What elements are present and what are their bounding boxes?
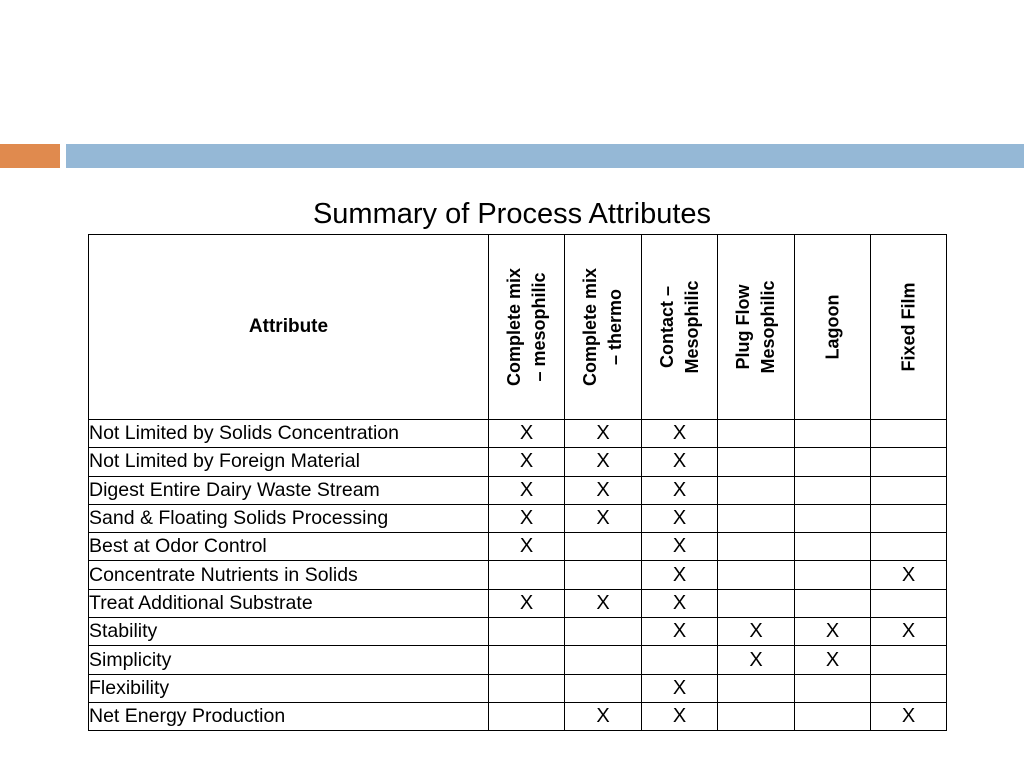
column-header-contact-mesophilic bbox=[642, 235, 718, 420]
attribute-cell: Flexibility bbox=[89, 674, 489, 702]
column-header-fixed-film bbox=[871, 235, 947, 420]
column-header-lagoon bbox=[795, 235, 871, 420]
mark-cell bbox=[718, 476, 795, 504]
mark-cell bbox=[871, 420, 947, 448]
mark-cell bbox=[795, 702, 871, 730]
mark-cell: X bbox=[642, 533, 718, 561]
mark-cell bbox=[489, 702, 565, 730]
mark-cell: X bbox=[489, 448, 565, 476]
column-header-line: Mesophilic bbox=[758, 280, 778, 374]
mark-cell: X bbox=[565, 589, 642, 617]
mark-cell: X bbox=[565, 504, 642, 532]
column-header-line: Mesophilic bbox=[681, 280, 702, 374]
mark-cell bbox=[795, 504, 871, 532]
mark-cell: X bbox=[565, 476, 642, 504]
mark-cell bbox=[795, 476, 871, 504]
mark-cell: X bbox=[871, 618, 947, 646]
mark-cell: X bbox=[489, 533, 565, 561]
table-row bbox=[89, 448, 947, 476]
mark-cell: X bbox=[489, 589, 565, 617]
mark-cell: X bbox=[642, 561, 718, 589]
accent-bar-orange bbox=[0, 144, 60, 168]
mark-cell bbox=[718, 561, 795, 589]
table-row bbox=[89, 504, 947, 532]
mark-cell: X bbox=[718, 646, 795, 674]
mark-cell: X bbox=[489, 504, 565, 532]
column-header-line: Fixed Film bbox=[898, 282, 918, 372]
mark-cell bbox=[795, 533, 871, 561]
mark-cell bbox=[489, 646, 565, 674]
attribute-cell: Stability bbox=[89, 618, 489, 646]
table-row bbox=[89, 420, 947, 448]
mark-cell bbox=[489, 618, 565, 646]
mark-cell bbox=[795, 674, 871, 702]
column-header-complete-mix-thermo bbox=[565, 235, 642, 420]
mark-cell bbox=[795, 420, 871, 448]
mark-cell bbox=[565, 674, 642, 702]
mark-cell bbox=[718, 448, 795, 476]
mark-cell: X bbox=[642, 448, 718, 476]
mark-cell: X bbox=[642, 702, 718, 730]
attribute-cell: Net Energy Production bbox=[89, 702, 489, 730]
mark-cell: X bbox=[718, 618, 795, 646]
mark-cell bbox=[871, 533, 947, 561]
table-row bbox=[89, 702, 947, 730]
mark-cell bbox=[795, 561, 871, 589]
mark-cell: X bbox=[642, 674, 718, 702]
mark-cell bbox=[718, 674, 795, 702]
mark-cell bbox=[642, 646, 718, 674]
mark-cell bbox=[718, 533, 795, 561]
mark-cell bbox=[565, 646, 642, 674]
mark-cell: X bbox=[489, 420, 565, 448]
mark-cell bbox=[871, 646, 947, 674]
slide-title: Summary of Process Attributes bbox=[312, 198, 712, 230]
mark-cell bbox=[489, 561, 565, 589]
column-header-complete-mix-mesophilic bbox=[489, 235, 565, 420]
column-header-plug-flow-mesophilic bbox=[718, 235, 795, 420]
mark-cell bbox=[718, 589, 795, 617]
table-row bbox=[89, 476, 947, 504]
column-header-line: – mesophilic bbox=[528, 272, 549, 382]
mark-cell bbox=[871, 504, 947, 532]
mark-cell: X bbox=[871, 561, 947, 589]
table-row bbox=[89, 618, 947, 646]
column-header-line: Complete mix bbox=[503, 267, 524, 387]
column-header-line: – thermo bbox=[605, 288, 625, 366]
mark-cell: X bbox=[642, 589, 718, 617]
mark-cell: X bbox=[795, 646, 871, 674]
column-header-line: Complete mix bbox=[580, 267, 600, 387]
attribute-cell: Concentrate Nutrients in Solids bbox=[89, 561, 489, 589]
mark-cell bbox=[871, 589, 947, 617]
mark-cell bbox=[718, 420, 795, 448]
mark-cell: X bbox=[642, 504, 718, 532]
mark-cell: X bbox=[795, 618, 871, 646]
mark-cell: X bbox=[642, 420, 718, 448]
mark-cell: X bbox=[871, 702, 947, 730]
mark-cell bbox=[489, 674, 565, 702]
table-row bbox=[89, 589, 947, 617]
attribute-cell: Treat Additional Substrate bbox=[89, 589, 489, 617]
mark-cell bbox=[565, 561, 642, 589]
attribute-cell: Sand & Floating Solids Processing bbox=[89, 504, 489, 532]
attribute-cell: Not Limited by Foreign Material bbox=[89, 448, 489, 476]
mark-cell: X bbox=[642, 476, 718, 504]
table-header-row bbox=[89, 235, 947, 420]
mark-cell: X bbox=[565, 420, 642, 448]
mark-cell bbox=[795, 589, 871, 617]
column-header-line: Contact – bbox=[656, 286, 677, 369]
process-attributes-table bbox=[88, 234, 947, 731]
table-row bbox=[89, 533, 947, 561]
mark-cell bbox=[718, 504, 795, 532]
column-header-line: Lagoon bbox=[822, 294, 842, 360]
accent-bar-blue bbox=[66, 144, 1024, 168]
mark-cell: X bbox=[565, 448, 642, 476]
mark-cell bbox=[871, 448, 947, 476]
mark-cell bbox=[718, 702, 795, 730]
mark-cell bbox=[795, 448, 871, 476]
table-row bbox=[89, 561, 947, 589]
column-header-line: Plug Flow bbox=[733, 284, 753, 370]
attribute-column-header: Attribute bbox=[89, 235, 489, 420]
mark-cell bbox=[565, 533, 642, 561]
mark-cell bbox=[565, 618, 642, 646]
mark-cell: X bbox=[489, 476, 565, 504]
mark-cell bbox=[871, 476, 947, 504]
attribute-cell: Digest Entire Dairy Waste Stream bbox=[89, 476, 489, 504]
mark-cell bbox=[871, 674, 947, 702]
attribute-cell: Best at Odor Control bbox=[89, 533, 489, 561]
attribute-cell: Not Limited by Solids Concentration bbox=[89, 420, 489, 448]
table-row bbox=[89, 674, 947, 702]
attribute-cell: Simplicity bbox=[89, 646, 489, 674]
mark-cell: X bbox=[642, 618, 718, 646]
mark-cell: X bbox=[565, 702, 642, 730]
table-row bbox=[89, 646, 947, 674]
